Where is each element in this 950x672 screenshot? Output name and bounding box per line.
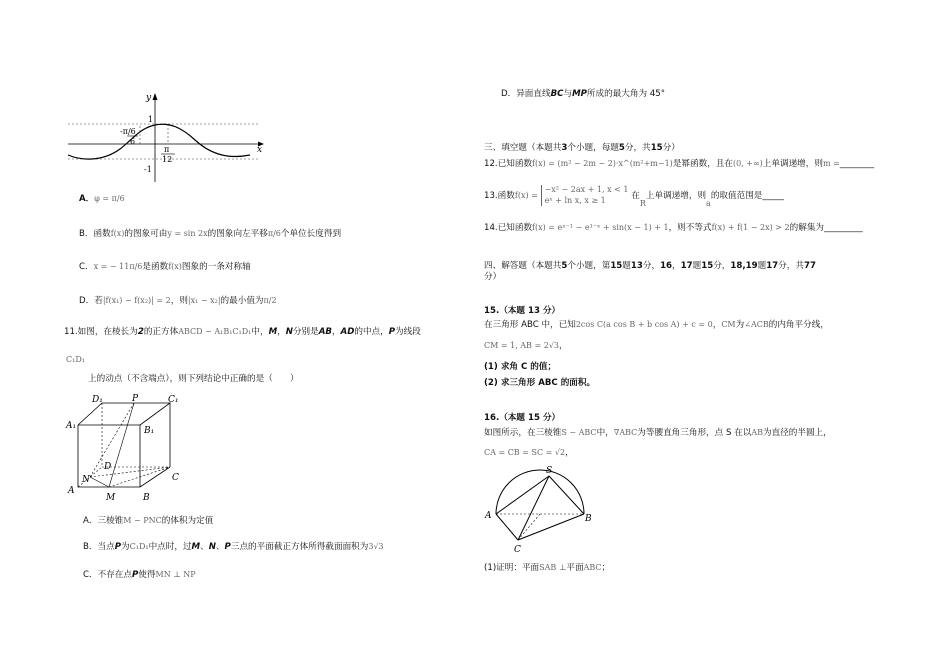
q15-heading: 15.（本题 13 分） [484, 306, 561, 316]
label-b: B [585, 514, 592, 524]
text: 的图象向左平移 [207, 229, 268, 239]
text: 上单调递增，则 [762, 159, 823, 169]
sine-curve [68, 124, 250, 159]
text: AB [318, 327, 332, 337]
math: |x₁ − x₂| [187, 296, 221, 305]
text: 上单调递增，则 [645, 191, 707, 201]
math: CA = CB = SC = √2 [484, 448, 566, 457]
text: 中点时，过 [148, 542, 192, 552]
text: 是幂函数，且在 [672, 159, 733, 169]
math: m = [822, 159, 840, 168]
math: f(x) = (m² − 2m − 2)·x^(m²+m−1) [532, 159, 673, 168]
text: 3 [561, 143, 568, 153]
text: 17 [766, 261, 779, 271]
text: 分别是 [292, 327, 319, 337]
label-p: P [132, 394, 139, 404]
math: C₁D₁ [129, 542, 149, 551]
piecewise-brace [541, 185, 629, 206]
text: 分，共 [778, 261, 804, 271]
text: 分，共 [624, 143, 651, 153]
text: 是函数 [142, 262, 169, 272]
q15-sub-2: (2) 求三角形 ABC 的面积。 [484, 378, 596, 388]
text: ， [277, 327, 286, 337]
q15-line1 [484, 320, 829, 331]
text: 个小题，第 [567, 261, 611, 271]
text: 与 [563, 89, 573, 99]
q11-option-d [501, 89, 665, 100]
tick-pos-num: π [164, 145, 170, 154]
label-s: S [546, 466, 553, 476]
text: 为 [121, 542, 130, 552]
q15-line2 [484, 341, 568, 352]
text: M [268, 327, 278, 337]
question-12 [484, 159, 874, 170]
math: −x² − 2ax + 1, x < 1 [544, 185, 629, 194]
text: 14.已知函数 [484, 223, 533, 233]
answer-blank[interactable]: _________ [824, 223, 863, 233]
y-axis-arrow [153, 93, 158, 100]
semicircle-figure [484, 462, 594, 557]
label-m: M [106, 493, 116, 503]
text: ，则 [170, 296, 188, 306]
text: 15 [701, 261, 714, 271]
q16-heading: 16.（本题 15 分） [484, 413, 561, 423]
text: N [208, 542, 216, 552]
math: π/2 [263, 296, 277, 305]
math: C₁D₁ [66, 355, 85, 364]
text: 5 [618, 143, 625, 153]
text: 个小题，每题 [567, 143, 619, 153]
text: 的中点， [354, 327, 389, 337]
text: 分） [484, 271, 502, 282]
label-a: A [485, 511, 492, 521]
text: 的最小值为 [220, 296, 264, 306]
text: 的正方体 [143, 327, 179, 337]
label-a: A [68, 486, 75, 496]
math: |f(x₁) − f(x₂)| = 2 [102, 296, 171, 305]
semicircle-arc [496, 470, 584, 514]
text: 分） [662, 143, 680, 153]
text: ，则不等式 [668, 223, 712, 233]
text: N [285, 327, 293, 337]
text: 上的动点（不含端点），则下列结论中正确的是（ ） [88, 373, 299, 384]
math: ∇ABC [613, 428, 638, 437]
text: 四、解答题（本题共 [484, 261, 562, 271]
option-a-math: φ = π/6 [94, 194, 125, 203]
text: P [131, 570, 139, 580]
text: 的解集为 [789, 223, 825, 233]
sine-graph [60, 86, 275, 186]
edge-a-c [496, 514, 518, 540]
text: 三、填空题（本题共 [484, 143, 562, 153]
math: π/6 [267, 229, 281, 238]
tick-neg-num: -π/6 [120, 127, 136, 136]
q15-sub-1: (1) 求角 C 的值； [484, 362, 557, 372]
text: 17 [680, 261, 693, 271]
text: (1)证明：平面 [484, 563, 540, 573]
text: BC [550, 89, 564, 99]
math: ABCD − A₁B₁C₁D₁ [178, 327, 252, 336]
y-bottom-label: -1 [144, 165, 152, 174]
line-n-m [90, 477, 109, 487]
text: 三点的平面截正方体所得截面面积为 [230, 542, 369, 552]
math: R [639, 199, 646, 208]
cube-back-top [78, 403, 170, 425]
text: ， [672, 261, 681, 271]
text: 、 [200, 542, 209, 552]
text: 在 [631, 191, 640, 201]
text: 12.已知函数 [484, 159, 533, 169]
text: 使得 [138, 570, 156, 580]
option-a [79, 194, 125, 205]
y-top-label: 1 [148, 115, 154, 124]
label-c: C [172, 473, 179, 483]
text: MP [572, 89, 587, 99]
cube-bottom-right [140, 467, 170, 487]
option-c [79, 262, 251, 273]
option-b [79, 229, 341, 240]
edge-a-s [496, 476, 549, 514]
q11-option-b [83, 542, 384, 553]
math: CM = 1, AB = 2√3 [484, 341, 559, 350]
option-a-label: A． [79, 194, 95, 204]
math: x = − 11π/6 [93, 262, 143, 271]
edge-s-c [518, 476, 549, 540]
math: 3√3 [368, 542, 384, 551]
math: 2cos C(a cos B + b cos A) + c = 0 [575, 320, 713, 329]
text: 个单位长度得到 [280, 229, 342, 239]
text: 16 [660, 261, 673, 271]
text: P [114, 542, 121, 552]
label-b1: B₁ [144, 426, 155, 436]
math: f(x) = [514, 191, 538, 200]
text: 分， [713, 261, 731, 271]
text: D．若 [79, 296, 103, 306]
section-4-heading [484, 261, 816, 282]
text: 的内角平分线， [768, 320, 829, 330]
text: ， [565, 448, 574, 458]
text: 的取值范围是 [710, 191, 763, 201]
tick-pos-den: 12 [162, 155, 173, 164]
text: 分， [642, 261, 661, 271]
text: 为直径的半圆上， [762, 428, 832, 438]
text: 中， [251, 327, 269, 337]
section-3-heading [484, 143, 680, 154]
cube-figure [62, 390, 192, 505]
label-a1: A₁ [66, 421, 77, 431]
edge-s-b [549, 476, 584, 514]
text: 77 [803, 261, 816, 271]
math: f(x) = eˣ⁻¹ − e¹⁻ˣ + sin(x − 1) + 1 [532, 223, 669, 232]
line-n-c [90, 467, 170, 477]
text: ， [559, 341, 568, 351]
question-14 [484, 223, 863, 234]
text: ， [712, 320, 722, 330]
q11-option-a [83, 516, 213, 527]
edge-c-b [518, 514, 584, 540]
q16-line1 [484, 428, 832, 439]
math: M − PNC [123, 516, 162, 525]
math: S − ABC [561, 428, 597, 437]
text: D．异面直线 [501, 89, 551, 99]
text: 15 [610, 261, 623, 271]
text: 的图象可由 [124, 229, 168, 239]
text: 5 [561, 261, 568, 271]
text: C． [79, 262, 94, 272]
label-c: C [514, 545, 521, 555]
tick-neg-den: 6 [130, 137, 136, 146]
text: 18,19 [730, 261, 758, 271]
question-11-line1 [64, 327, 421, 338]
math: eˣ + ln x, x ≥ 1 [544, 195, 606, 205]
math: ABC [583, 563, 602, 572]
math: f(x) [110, 229, 125, 238]
text: 所成的最大角为 45° [586, 89, 666, 99]
text: 的体积为定值 [161, 516, 214, 526]
label-d: D [104, 462, 112, 472]
q16-sub-1 [484, 563, 610, 574]
answer-blank[interactable]: _____ [762, 191, 784, 201]
text: 题 [622, 261, 631, 271]
text: P [224, 542, 231, 552]
math: SAB ⊥ [539, 563, 567, 572]
text: P [388, 327, 396, 337]
text: A．三棱锥 [83, 516, 124, 526]
math: y = sin 2x [167, 229, 208, 238]
text: 平面 [566, 563, 584, 573]
line-m-p [109, 403, 134, 487]
text: 如图所示，在三棱锥 [484, 428, 562, 438]
question-11-line2 [66, 355, 299, 384]
text: 13 [630, 261, 643, 271]
text: 为线段 [395, 327, 421, 337]
text: B．函数 [79, 229, 111, 239]
q16-line2 [484, 448, 574, 459]
text: 题 [757, 261, 767, 271]
option-d [79, 296, 277, 307]
math: f(x) + f(1 − 2x) > 2 [711, 223, 790, 232]
label-d1: D₁ [92, 395, 103, 405]
answer-blank[interactable]: ________ [839, 159, 875, 169]
math: MN ⊥ NP [155, 570, 196, 579]
text: 2 [137, 327, 144, 337]
math: a [706, 199, 711, 208]
text: 、 [215, 542, 225, 552]
q11-option-c [83, 570, 196, 581]
text: 11.如图，在棱长为 [64, 327, 138, 337]
question-13 [484, 185, 784, 206]
math: AB [751, 428, 763, 437]
math: ∠ACB [744, 320, 769, 329]
text: 为 [735, 320, 745, 330]
text: 题 [692, 261, 702, 271]
text: C．不存在点 [83, 570, 132, 580]
y-axis-label: y [146, 93, 152, 103]
x-axis-label: x [257, 145, 263, 155]
text: M [191, 542, 201, 552]
text: 13.函数 [484, 191, 515, 201]
label-c1: C₁ [168, 395, 179, 405]
line-n-p [90, 403, 134, 477]
text: ， [331, 327, 341, 337]
text: ； [601, 563, 611, 573]
label-b: B [143, 493, 150, 503]
label-n: N [82, 475, 90, 485]
math: CM [721, 320, 736, 329]
text: 15 [650, 143, 663, 153]
line-m-c [109, 467, 170, 487]
text: 中， [596, 428, 614, 438]
text: AD [340, 327, 355, 337]
text: 为等腰直角三角形，点 S 在以 [637, 428, 752, 438]
math: f(x) [168, 262, 182, 271]
text: 在三角形 ABC 中，已知 [484, 320, 576, 330]
text: B．当点 [83, 542, 115, 552]
math: (0, +∞) [732, 159, 763, 168]
text: 图象的一条对称轴 [181, 262, 251, 272]
